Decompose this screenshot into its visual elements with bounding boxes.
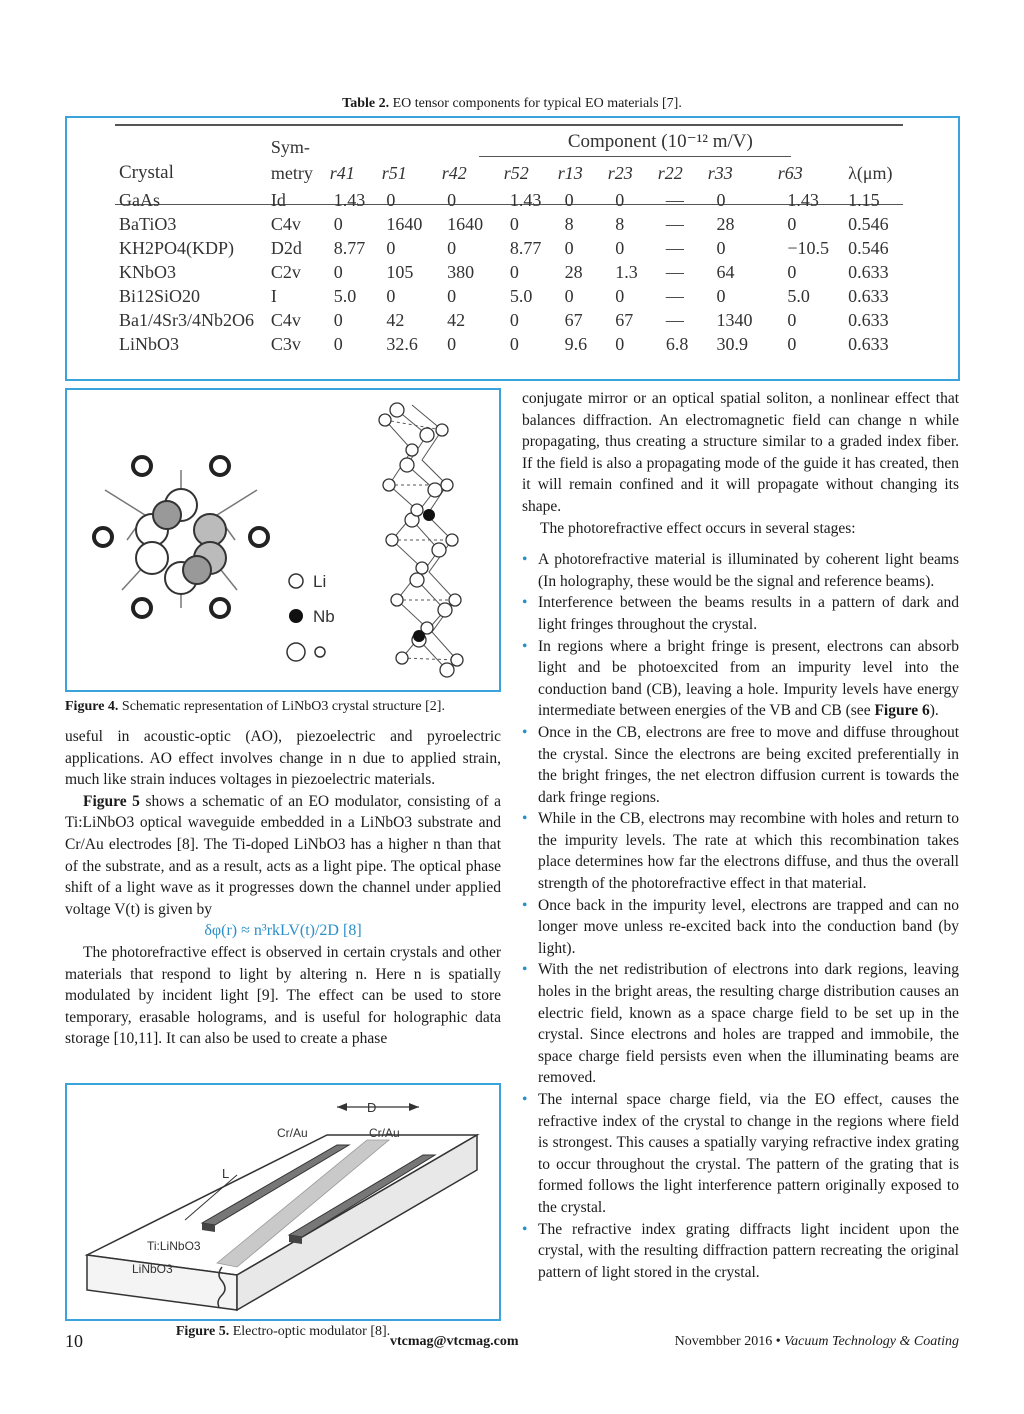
component-cell: 0: [333, 213, 343, 234]
component-cell: 0: [386, 237, 396, 258]
component-cell: 0: [447, 333, 457, 354]
component-cell: 8: [564, 213, 574, 234]
figure-6-reference: Figure 6: [874, 702, 930, 720]
component-cell: 0: [386, 285, 396, 306]
component-cell: 0: [333, 333, 343, 354]
component-cell: 1.43: [333, 189, 366, 210]
large-atoms: [136, 489, 226, 594]
component-cell: —: [665, 189, 684, 210]
crystal-cell: BaTiO3: [119, 213, 177, 234]
component-cell: 0: [564, 285, 574, 306]
table-row: [115, 260, 905, 284]
table-caption-label: Table 2.: [342, 96, 390, 111]
component-cell: 6.8: [665, 333, 689, 354]
page-number: 10: [65, 1331, 83, 1351]
component-cell: 0: [509, 309, 519, 330]
symmetry-cell: D2d: [270, 237, 302, 258]
symmetry-cell: I: [270, 285, 277, 306]
component-cell: 1640: [386, 213, 423, 234]
component-cell: 0: [447, 285, 457, 306]
list-item: • In regions where a bright fringe is present, electrons can absorb light and be photoexcited from an impurity level into the conduction band (CB), leaving a hole. Impurity levels have energy intermediate between energies of the VB and CB (see Figure 6).: [522, 637, 959, 720]
legend-li: Li: [313, 572, 327, 591]
table-row: [115, 284, 905, 308]
list-item: • With the net redistribution of electrons into dark regions, leaving holes in the bright areas, the resulting charge distribution causes an electric field, known as a space charge field to be set up in the crystal. Since electrons and holes are trapped and immobile, the space charge field persists even when the illuminating beams are removed.: [522, 961, 959, 1087]
li-legend-marker: [289, 574, 303, 588]
component-cell: 9.6: [564, 333, 588, 354]
component-cell: 28: [564, 261, 583, 282]
o-legend-marker: [287, 643, 305, 661]
symmetry-cell: C3v: [270, 333, 301, 354]
crystal-cell: LiNbO3: [119, 333, 179, 354]
component-cell: 5.0: [509, 285, 533, 306]
table-row: [115, 308, 905, 332]
label-guide: Ti:LiNbO3: [147, 1239, 201, 1253]
nb-atom: [423, 509, 435, 521]
crystal-cell: KNbO3: [119, 261, 176, 282]
symmetry-header-line1: Sym-: [270, 137, 310, 157]
component-cell: 8.77: [333, 237, 366, 258]
component-cell: 0: [564, 237, 574, 258]
list-item: • Once in the CB, electrons are free to move and diffuse throughout the crystal. Since the electrons are being excited preferentially in the bright fringes, the net electron diffusion current is towards the dark fringe regions.: [522, 723, 959, 806]
component-cell: —: [665, 309, 684, 330]
table-row: [115, 188, 905, 212]
symmetry-cell: C4v: [270, 213, 301, 234]
symmetry-cell: C4v: [270, 309, 301, 330]
component-cell: 67: [615, 309, 634, 330]
component-cell: —: [665, 261, 684, 282]
component-cell: 5.0: [787, 285, 810, 306]
left-paragraph-1: useful in acoustic-optic (AO), piezoelectric and pyroelectric applications. AO effect involves change in n due to applied strain, much like strain induces voltages in piezoelectric materials.: [65, 728, 501, 789]
component-cell: 0: [509, 213, 519, 234]
symmetry-cell: Id: [270, 189, 286, 210]
footer-separator: •: [775, 1334, 781, 1349]
component-cell: —: [665, 213, 684, 234]
component-cell: 42: [447, 309, 466, 330]
table-body: [115, 188, 905, 356]
component-cell: 1.43: [509, 189, 542, 210]
left-paragraph-2: shows a schematic of an EO modulator, consisting of a Ti:LiNbO3 optical waveguide embedded in a LiNbO3 substrate and Cr/Au electrodes [8]. The Ti-doped LiNbO3 has a higher n than that of the substrate, and as a result, acts as a light pipe. The optical phase shift of a light wave as it progresses down the channel under applied voltage V(t) is given by: [65, 792, 501, 918]
d-arrow-left: [337, 1103, 347, 1111]
list-item: • While in the CB, electrons may recombine with holes and return to the impurity levels. The rate at which this recombination takes place determines how far the electrons diffuse, and thus the overall strength of the photorefractive effect in that material.: [522, 810, 959, 893]
component-cell: 1.43: [787, 189, 819, 210]
wavelength-cell: 0.633: [848, 285, 889, 306]
component-cell: 8: [615, 213, 625, 234]
table-row: [115, 332, 905, 356]
table-caption: [0, 95, 1024, 113]
component-cell: 0: [787, 309, 797, 330]
component-cell: 0: [615, 333, 625, 354]
component-cell: 28: [716, 213, 735, 234]
component-cell: 1640: [447, 213, 484, 234]
component-cell: 0: [386, 189, 396, 210]
component-header: Component (10⁻¹² m/V): [567, 130, 753, 152]
component-cell: 0: [333, 309, 343, 330]
figure-4-caption-label: Figure 4.: [65, 699, 119, 714]
list-item: • The internal space charge field, via the EO effect, causes the refractive index of the crystal to change in the regions where field is strongest. This causes a spatially varying refractive index grating to occur throughout the crystal. The pattern of the grating that is formed follows the light interference pattern originally exposed to the crystal.: [522, 1091, 959, 1216]
header-r22: r22: [657, 162, 683, 183]
wavelength-cell: 0.546: [848, 213, 889, 234]
component-cell: —: [665, 237, 684, 258]
list-item: • A photorefractive material is illuminated by coherent light beams (In holography, these would be the signal and reference beams).: [522, 551, 959, 590]
o-legend-marker-small: [315, 647, 325, 657]
eo-tensor-table: [115, 124, 905, 356]
header-r63: r63: [777, 162, 803, 183]
component-cell: 67: [564, 309, 583, 330]
phase-shift-equation: δφ(r) ≈ n³rkLV(t)/2D [8]: [204, 922, 362, 940]
component-cell: 0: [787, 261, 797, 282]
component-cell: —: [665, 285, 684, 306]
component-cell: 0: [447, 237, 457, 258]
header-r52: r52: [503, 162, 529, 183]
component-cell: 32.6: [386, 333, 418, 354]
list-item: • Once back in the impurity level, electrons are trapped and can no longer move unless re-excited back into the conduction band (by light).: [522, 896, 959, 957]
linbo3-structure-diagram: [67, 390, 499, 690]
right-text-column: [522, 388, 959, 1283]
header-r42: r42: [441, 162, 467, 183]
label-d: D: [367, 1100, 377, 1115]
crystal-cell: Ba1/4Sr3/4Nb2O6: [119, 309, 254, 330]
component-cell: 1.3: [615, 261, 638, 282]
crystal-header: Crystal: [119, 162, 174, 183]
d-arrow-right: [409, 1103, 419, 1111]
symmetry-cell: C2v: [270, 261, 301, 282]
component-cell: 0: [716, 237, 726, 258]
figure-4-frame: [65, 388, 501, 692]
crystal-cell: KH2PO4(KDP): [119, 237, 235, 258]
label-electrode-left: Cr/Au: [277, 1126, 308, 1140]
photorefractive-stages-list: [522, 549, 959, 1283]
nb-atom: [413, 630, 425, 642]
figure-5-caption-text: Electro-optic modulator [8].: [232, 1324, 391, 1339]
symmetry-header-line2: metry: [270, 162, 313, 183]
crystal-cell: Bi12SiO20: [119, 285, 201, 306]
eo-tensor-table-frame: [65, 116, 960, 381]
figure-5-reference: Figure 5: [83, 792, 140, 810]
component-cell: 30.9: [716, 333, 749, 354]
label-substrate: LiNbO3: [132, 1262, 173, 1276]
component-cell: 8.77: [509, 237, 542, 258]
figure-4-caption-text: Schematic representation of LiNbO3 crystal structure [2].: [121, 699, 445, 714]
component-cell: 0: [615, 189, 625, 210]
table-row: [115, 236, 905, 260]
magazine-name: Vacuum Technology & Coating: [784, 1334, 959, 1349]
component-cell: 380: [447, 261, 475, 282]
header-r13: r13: [557, 162, 583, 183]
figure-5-caption-label: Figure 5.: [175, 1324, 230, 1339]
component-cell: 0: [564, 189, 574, 210]
figure-4-caption: [65, 698, 445, 716]
wavelength-cell: 0.546: [848, 237, 889, 258]
wavelength-cell: 0.633: [848, 333, 889, 354]
crystal-cell: GaAs: [119, 189, 160, 210]
header-r51: r51: [381, 162, 407, 183]
label-electrode-right: Cr/Au: [369, 1126, 400, 1140]
figure-5-frame: [65, 1083, 501, 1321]
table-row: [115, 212, 905, 236]
footer-issue: [675, 1334, 959, 1350]
eo-modulator-diagram: [67, 1085, 499, 1319]
component-cell: 105: [386, 261, 414, 282]
component-cell: 0: [509, 333, 519, 354]
component-cell: 0: [615, 285, 625, 306]
header-r23: r23: [607, 162, 633, 183]
header-r41: r41: [329, 162, 355, 183]
component-cell: 64: [716, 261, 735, 282]
left-paragraph-3: The photorefractive effect is observed in certain crystals and other materials that respond to light by altering n. Here n is spatially modulated by incident light [9]. The effect can be used to store temporary, erasable holograms, and is useful for holographic data storage [10,11]. It can also be used to create a phase: [65, 943, 501, 1048]
right-paragraph-1: conjugate mirror or an optical spatial soliton, a nonlinear effect that balances diffraction. An electromagnetic field can change n while propagating, thus creating a structure similar to a graded index fiber. If the field is also a propagating mode of the guide it has created, then it will remain confined and it will propagate without changing its shape.: [522, 390, 959, 515]
wavelength-cell: 0.633: [848, 309, 889, 330]
nb-legend-marker: [289, 609, 303, 623]
component-cell: 0: [333, 261, 343, 282]
component-cell: 42: [386, 309, 405, 330]
component-symbols-row: [330, 158, 844, 188]
component-cell: 0: [615, 237, 625, 258]
table-caption-text: EO tensor components for typical EO materials [7].: [392, 96, 682, 111]
component-cell: 5.0: [333, 285, 357, 306]
issue-date: Novembber 2016: [674, 1334, 773, 1349]
component-cell: 0: [509, 261, 519, 282]
legend-nb: Nb: [313, 607, 335, 626]
component-cell: 1340: [716, 309, 753, 330]
left-text-column: [65, 726, 501, 1050]
component-cell: −10.5: [787, 237, 830, 258]
component-cell: 0: [716, 285, 726, 306]
wavelength-header: λ(μm): [848, 162, 893, 183]
right-paragraph-2: The photorefractive effect occurs in several stages:: [540, 519, 856, 537]
wavelength-cell: 0.633: [848, 261, 889, 282]
wavelength-cell: 1.15: [848, 189, 880, 210]
component-cell: 0: [447, 189, 457, 210]
component-cell: 0: [787, 333, 797, 354]
footer-email: vtcmag@vtcmag.com: [390, 1334, 519, 1349]
component-cell: 0: [716, 189, 726, 210]
label-length: L: [222, 1166, 230, 1181]
header-r33: r33: [707, 162, 733, 183]
list-item: • Interference between the beams results in a pattern of dark and light fringes throughout the crystal.: [522, 594, 959, 633]
component-cell: 0: [787, 213, 797, 234]
list-item: • The refractive index grating diffracts light incident upon the crystal, with the resulting diffraction pattern recreating the original pattern of light stored in the crystal.: [522, 1220, 959, 1281]
